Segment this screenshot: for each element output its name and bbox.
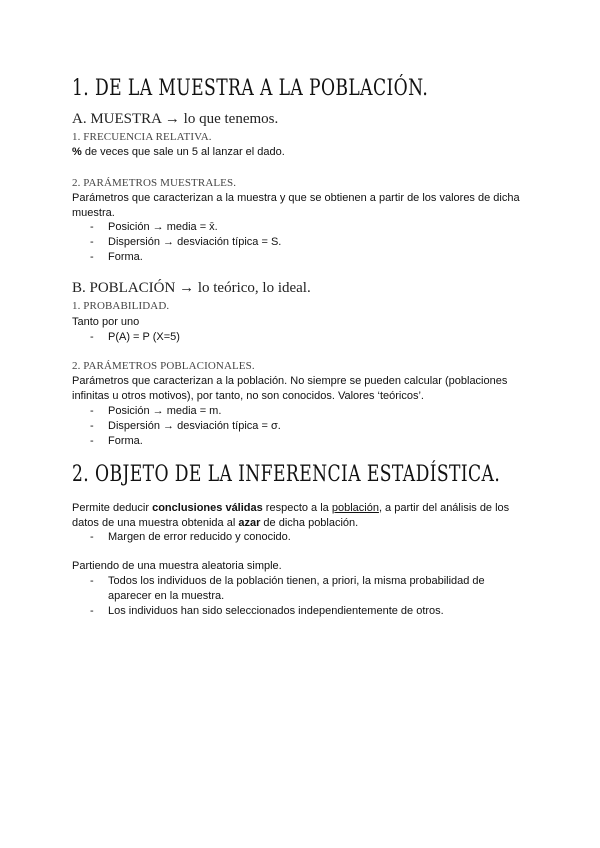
frecuencia-text bbox=[72, 145, 532, 160]
document-page: 1. DE LA MUESTRA A LA POBLACIÓN. A. MUESTRA → lo que tenemos. 1. FRECUENCIA RELATIVA. % de veces que sale un 5 al lanzar el dado. 2. PARÁMETROS MUESTRALES. Parámetros que caracterizan a la muestra y que se obtienen a partir de los valores de dicha muestra. - Posición → media = x̄. - Dispersión → desviación típica = S. - Forma. B. POBLACIÓN → lo teórico, lo ideal. 1. PROBABILIDAD. Tanto por uno - P(A) = P (X=5) 2. PARÁMETROS POBLACIONALES. Parámetros que caracterizan a la población. No siempre se pueden calcular (poblaciones infinitas u otros motivos), por tanto, no son conocidos. Valores ‘teóricos’. - Posición → media = m. - Dispersión → desviación típica = σ. - Forma. 2. OBJETO DE LA INFERENCIA ESTADÍSTICA. Permite deducir conclusiones válidas respecto a la población, a partir del análisis de los datos de una muestra obtenida al azar de dicha población. - Margen de error reducido y conocido. Partiendo de una muestra aleatoria simple. - Todos los individuos de la población tienen, a priori, la misma probabilidad de aparecer en la muestra. - Los individuos han sido seleccionados independientemente de otros. bbox=[0, 0, 600, 848]
subsection-parametros-muestrales-title: 2. PARÁMETROS MUESTRALES. bbox=[72, 177, 237, 189]
muestra-aleatoria-text: Partiendo de una muestra aleatoria simple. bbox=[72, 560, 282, 572]
section-1a-heading: A. MUESTRA → lo que tenemos. bbox=[72, 111, 279, 127]
subsection-probabilidad-title: 1. PROBABILIDAD. bbox=[72, 300, 170, 312]
subsection-parametros-poblacionales-title: 2. PARÁMETROS POBLACIONALES. bbox=[72, 360, 255, 372]
section-1b-heading: B. POBLACIÓN → lo teórico, lo ideal. bbox=[72, 280, 311, 296]
percent-symbol: % bbox=[72, 146, 82, 158]
subsection-frecuencia-title: 1. FRECUENCIA RELATIVA. bbox=[72, 131, 212, 143]
frecuencia-text-rest: de veces que sale un 5 al lanzar el dado. bbox=[81, 146, 285, 158]
parametros-poblacionales-text: Parámetros que caracterizan a la población. No siempre se pueden calcular (poblaciones infinitas u otros motivos), por tanto, no son conocidos. Valores ‘teóricos’. bbox=[72, 375, 508, 402]
inferencia-paragraph: Permite deducir conclusiones válidas respecto a la población, a partir del análisis de los datos de una muestra obtenida al azar de dicha población. bbox=[72, 502, 510, 529]
parametros-muestrales-text: Parámetros que caracterizan a la muestra y que se obtienen a partir de los valores de dicha muestra. bbox=[72, 192, 520, 219]
section-1-title: 1. DE LA MUESTRA A LA POBLACIÓN. bbox=[72, 76, 429, 101]
section-2-title: 2. OBJETO DE LA INFERENCIA ESTADÍSTICA. bbox=[72, 462, 501, 487]
probabilidad-text: Tanto por uno bbox=[72, 316, 140, 328]
